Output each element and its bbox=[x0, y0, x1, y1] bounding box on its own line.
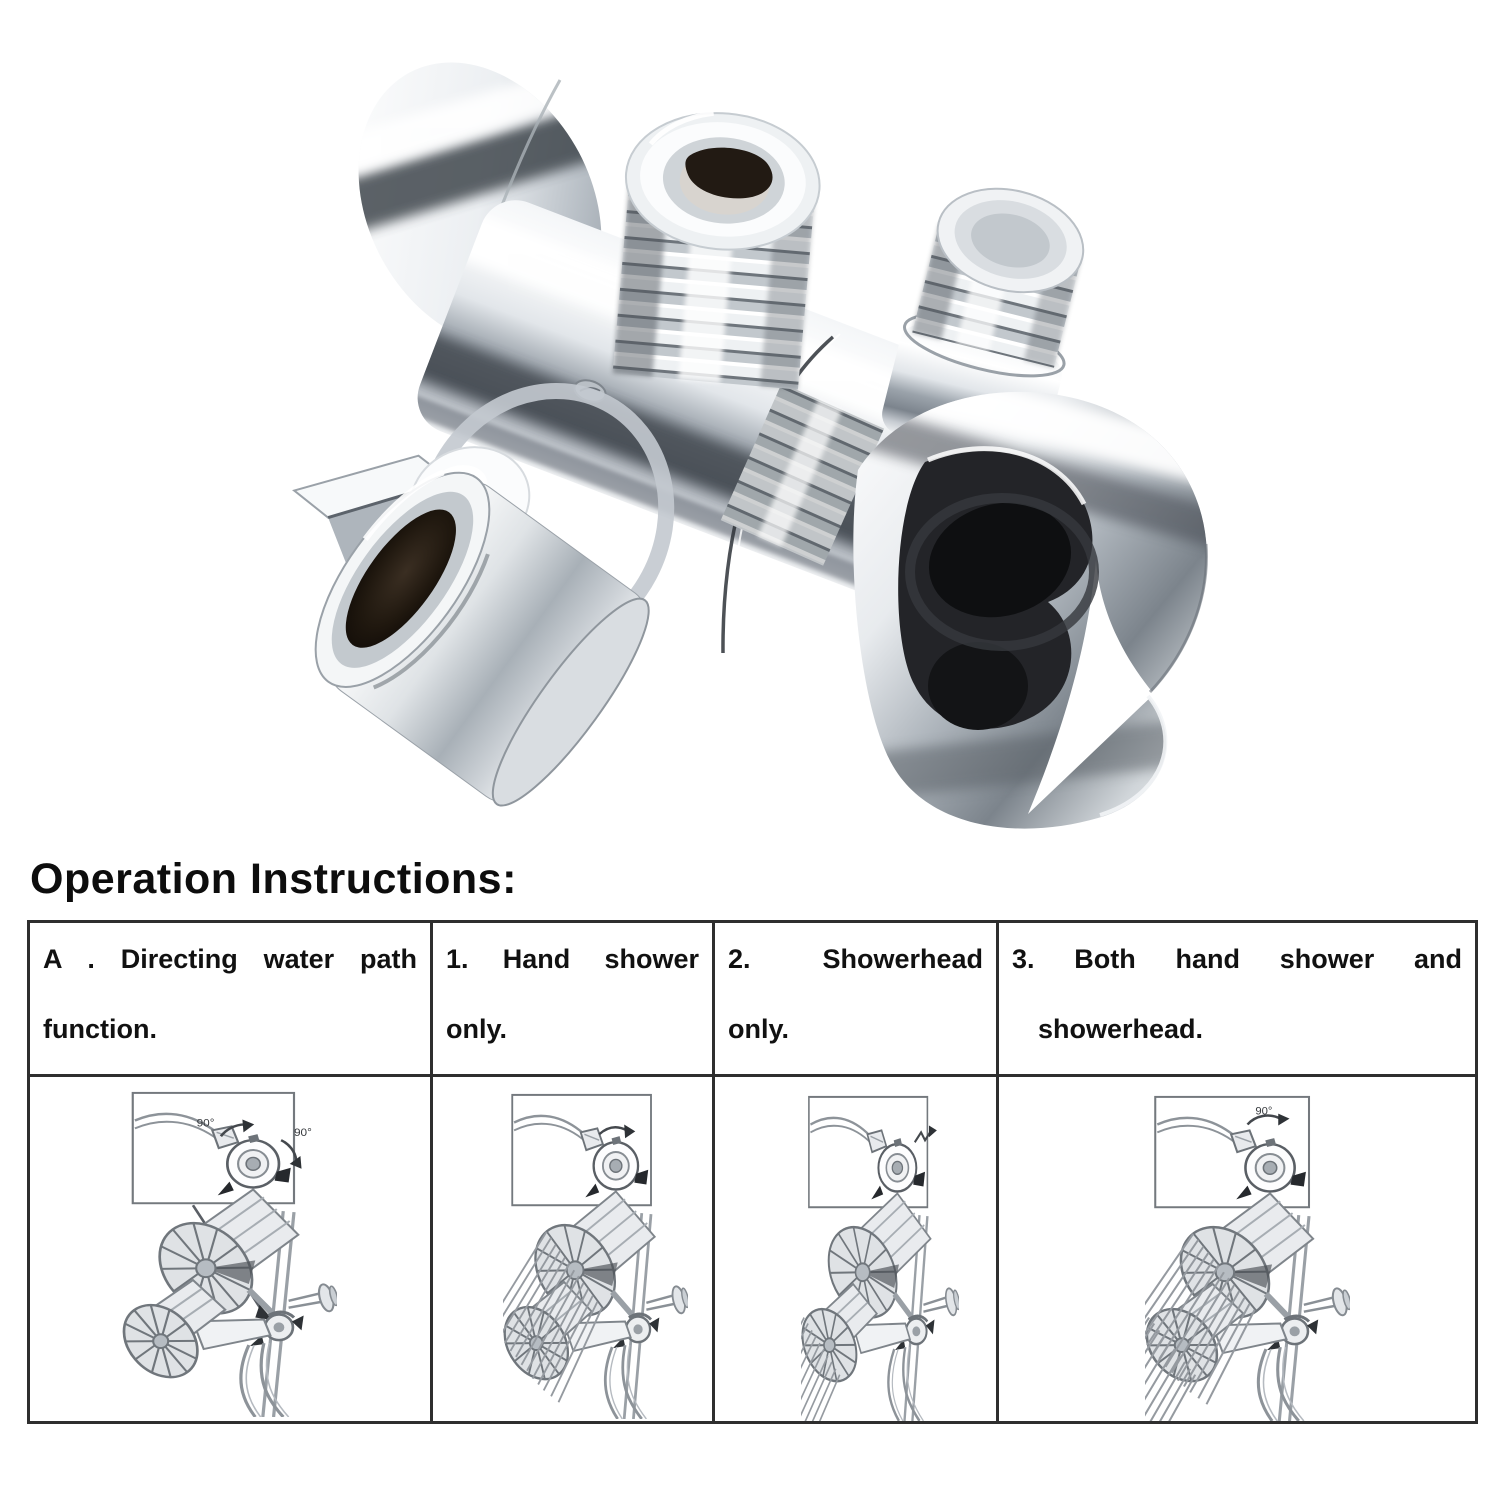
cell-2-line2: only. bbox=[728, 1014, 790, 1045]
cell-a-line2: function. bbox=[43, 1014, 157, 1045]
cell-3-diagram bbox=[998, 1076, 1477, 1423]
top-threaded-port bbox=[609, 105, 826, 390]
cell-1-text bbox=[432, 922, 714, 1076]
cell-3-text bbox=[998, 922, 1477, 1076]
cell-2-line1: 2. Showerhead bbox=[728, 944, 983, 974]
cell-a-text bbox=[29, 922, 432, 1076]
diagram-directing-water-path bbox=[122, 1087, 337, 1417]
cell-2-text bbox=[714, 922, 998, 1076]
cell-3-line1: 3. Both hand shower and bbox=[1012, 944, 1462, 974]
angle-label-left: 90° bbox=[196, 1117, 215, 1130]
cell-1-diagram bbox=[432, 1076, 714, 1423]
cell-3-line2: showerhead. bbox=[1038, 1014, 1204, 1045]
operation-instructions-title: Operation Instructions: bbox=[30, 855, 517, 903]
cell-2-diagram bbox=[714, 1076, 998, 1423]
cell-1-line2: only. bbox=[446, 1014, 508, 1045]
instructions-diagram-row bbox=[29, 1076, 1477, 1423]
instructions-table bbox=[27, 920, 1478, 1424]
angle-label-col3: 90° bbox=[1255, 1105, 1273, 1118]
instructions-text-row bbox=[29, 922, 1477, 1076]
cell-a-diagram bbox=[29, 1076, 432, 1423]
cell-1-line1: 1. Hand shower bbox=[446, 944, 699, 974]
cell-a-line1: A . Directing water path bbox=[43, 944, 417, 974]
diagram-showerhead-only bbox=[801, 1091, 959, 1421]
diagram-both-outputs bbox=[1145, 1091, 1350, 1421]
diagram-hand-shower-only bbox=[503, 1089, 688, 1419]
angle-label-right: 90° bbox=[294, 1127, 312, 1140]
